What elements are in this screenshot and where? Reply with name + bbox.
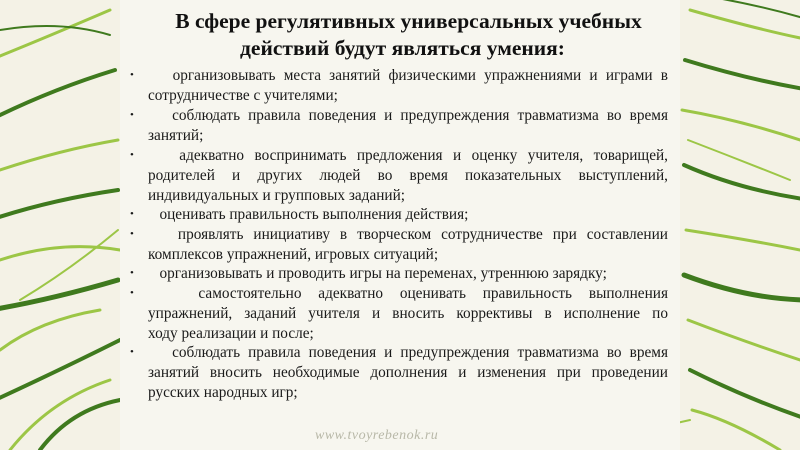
grass-blade <box>684 275 800 300</box>
item-text-line: проявлять инициативу в творческом сотрудничестве при составлении <box>148 226 668 243</box>
grass-blade <box>690 370 800 420</box>
bullet-marker: • <box>130 109 134 121</box>
item-text-line: занятий вносить необходимые дополнения и изменения при проведении <box>148 363 668 381</box>
grass-blade <box>682 110 800 140</box>
title-line-1: В сфере регулятивных универсальных учебных <box>175 9 642 33</box>
grass-blade <box>0 140 118 170</box>
grass-blade <box>690 10 800 40</box>
bullet-marker: • <box>130 149 134 161</box>
site-watermark: www.tvoyrebenok.ru <box>315 428 439 443</box>
grass-blade <box>10 380 110 450</box>
list-item <box>130 343 668 402</box>
item-text-line: сотрудничестве с учителями; <box>148 86 338 104</box>
grass-blade <box>0 190 118 220</box>
bullet-marker: • <box>130 228 134 240</box>
item-text-line: упражнений, заданий учителя и вносить коррективы в исполнение по <box>148 304 668 322</box>
grass-blade <box>692 410 780 450</box>
bullet-marker: • <box>130 267 134 279</box>
item-text-line: соблюдать правила поведения и предупреждения травматизма во время <box>148 107 668 124</box>
list-item <box>130 146 668 205</box>
list-item <box>130 106 668 146</box>
bullet-marker: • <box>130 287 134 299</box>
list-item <box>130 225 668 265</box>
item-text-line: индивидуальных и групповых заданий; <box>148 186 406 204</box>
grass-blade <box>0 10 110 60</box>
grass-blade <box>40 400 120 450</box>
item-text-line: занятий; <box>148 126 204 144</box>
item-text-line: организовывать и проводить игры на переменах, утреннюю зарядку; <box>148 265 607 282</box>
slide-title <box>130 8 675 62</box>
grass-blade <box>0 70 115 120</box>
bullet-marker: • <box>130 346 134 358</box>
bullet-marker: • <box>130 69 134 81</box>
item-text-line: комплексов упражнений, игровых ситуаций; <box>148 245 439 263</box>
grass-blade <box>0 310 100 350</box>
grass-blade <box>685 60 800 90</box>
grass-blade <box>684 165 800 200</box>
item-text-line: самостоятельно адекватно оценивать правильность выполнения <box>148 285 668 302</box>
item-text-line: оценивать правильность выполнения действия; <box>148 206 469 223</box>
list-item <box>130 284 668 343</box>
title-line-2: действий будут являться умения: <box>240 36 565 60</box>
item-text-line: адекватно воспринимать предложения и оценку учителя, товарищей, <box>148 147 668 164</box>
grass-blade <box>686 230 800 250</box>
grass-blade <box>0 247 120 260</box>
item-text-line: организовывать места занятий физическими упражнениями и играми в <box>148 67 668 84</box>
grass-blade <box>0 280 118 310</box>
item-text-line: родителей и других людей во время показательных выступлений, <box>148 166 668 184</box>
list-item <box>130 264 668 284</box>
item-text-line: соблюдать правила поведения и предупреждения травматизма во время <box>148 344 668 361</box>
list-item <box>130 205 668 225</box>
grass-blade <box>20 230 118 300</box>
grass-blade <box>0 340 120 400</box>
grass-blade <box>688 320 800 360</box>
bullet-marker: • <box>130 208 134 220</box>
list-item <box>130 66 668 106</box>
item-text-line: ходу реализации и после; <box>148 324 314 342</box>
item-text-line: русских народных игр; <box>148 383 298 401</box>
